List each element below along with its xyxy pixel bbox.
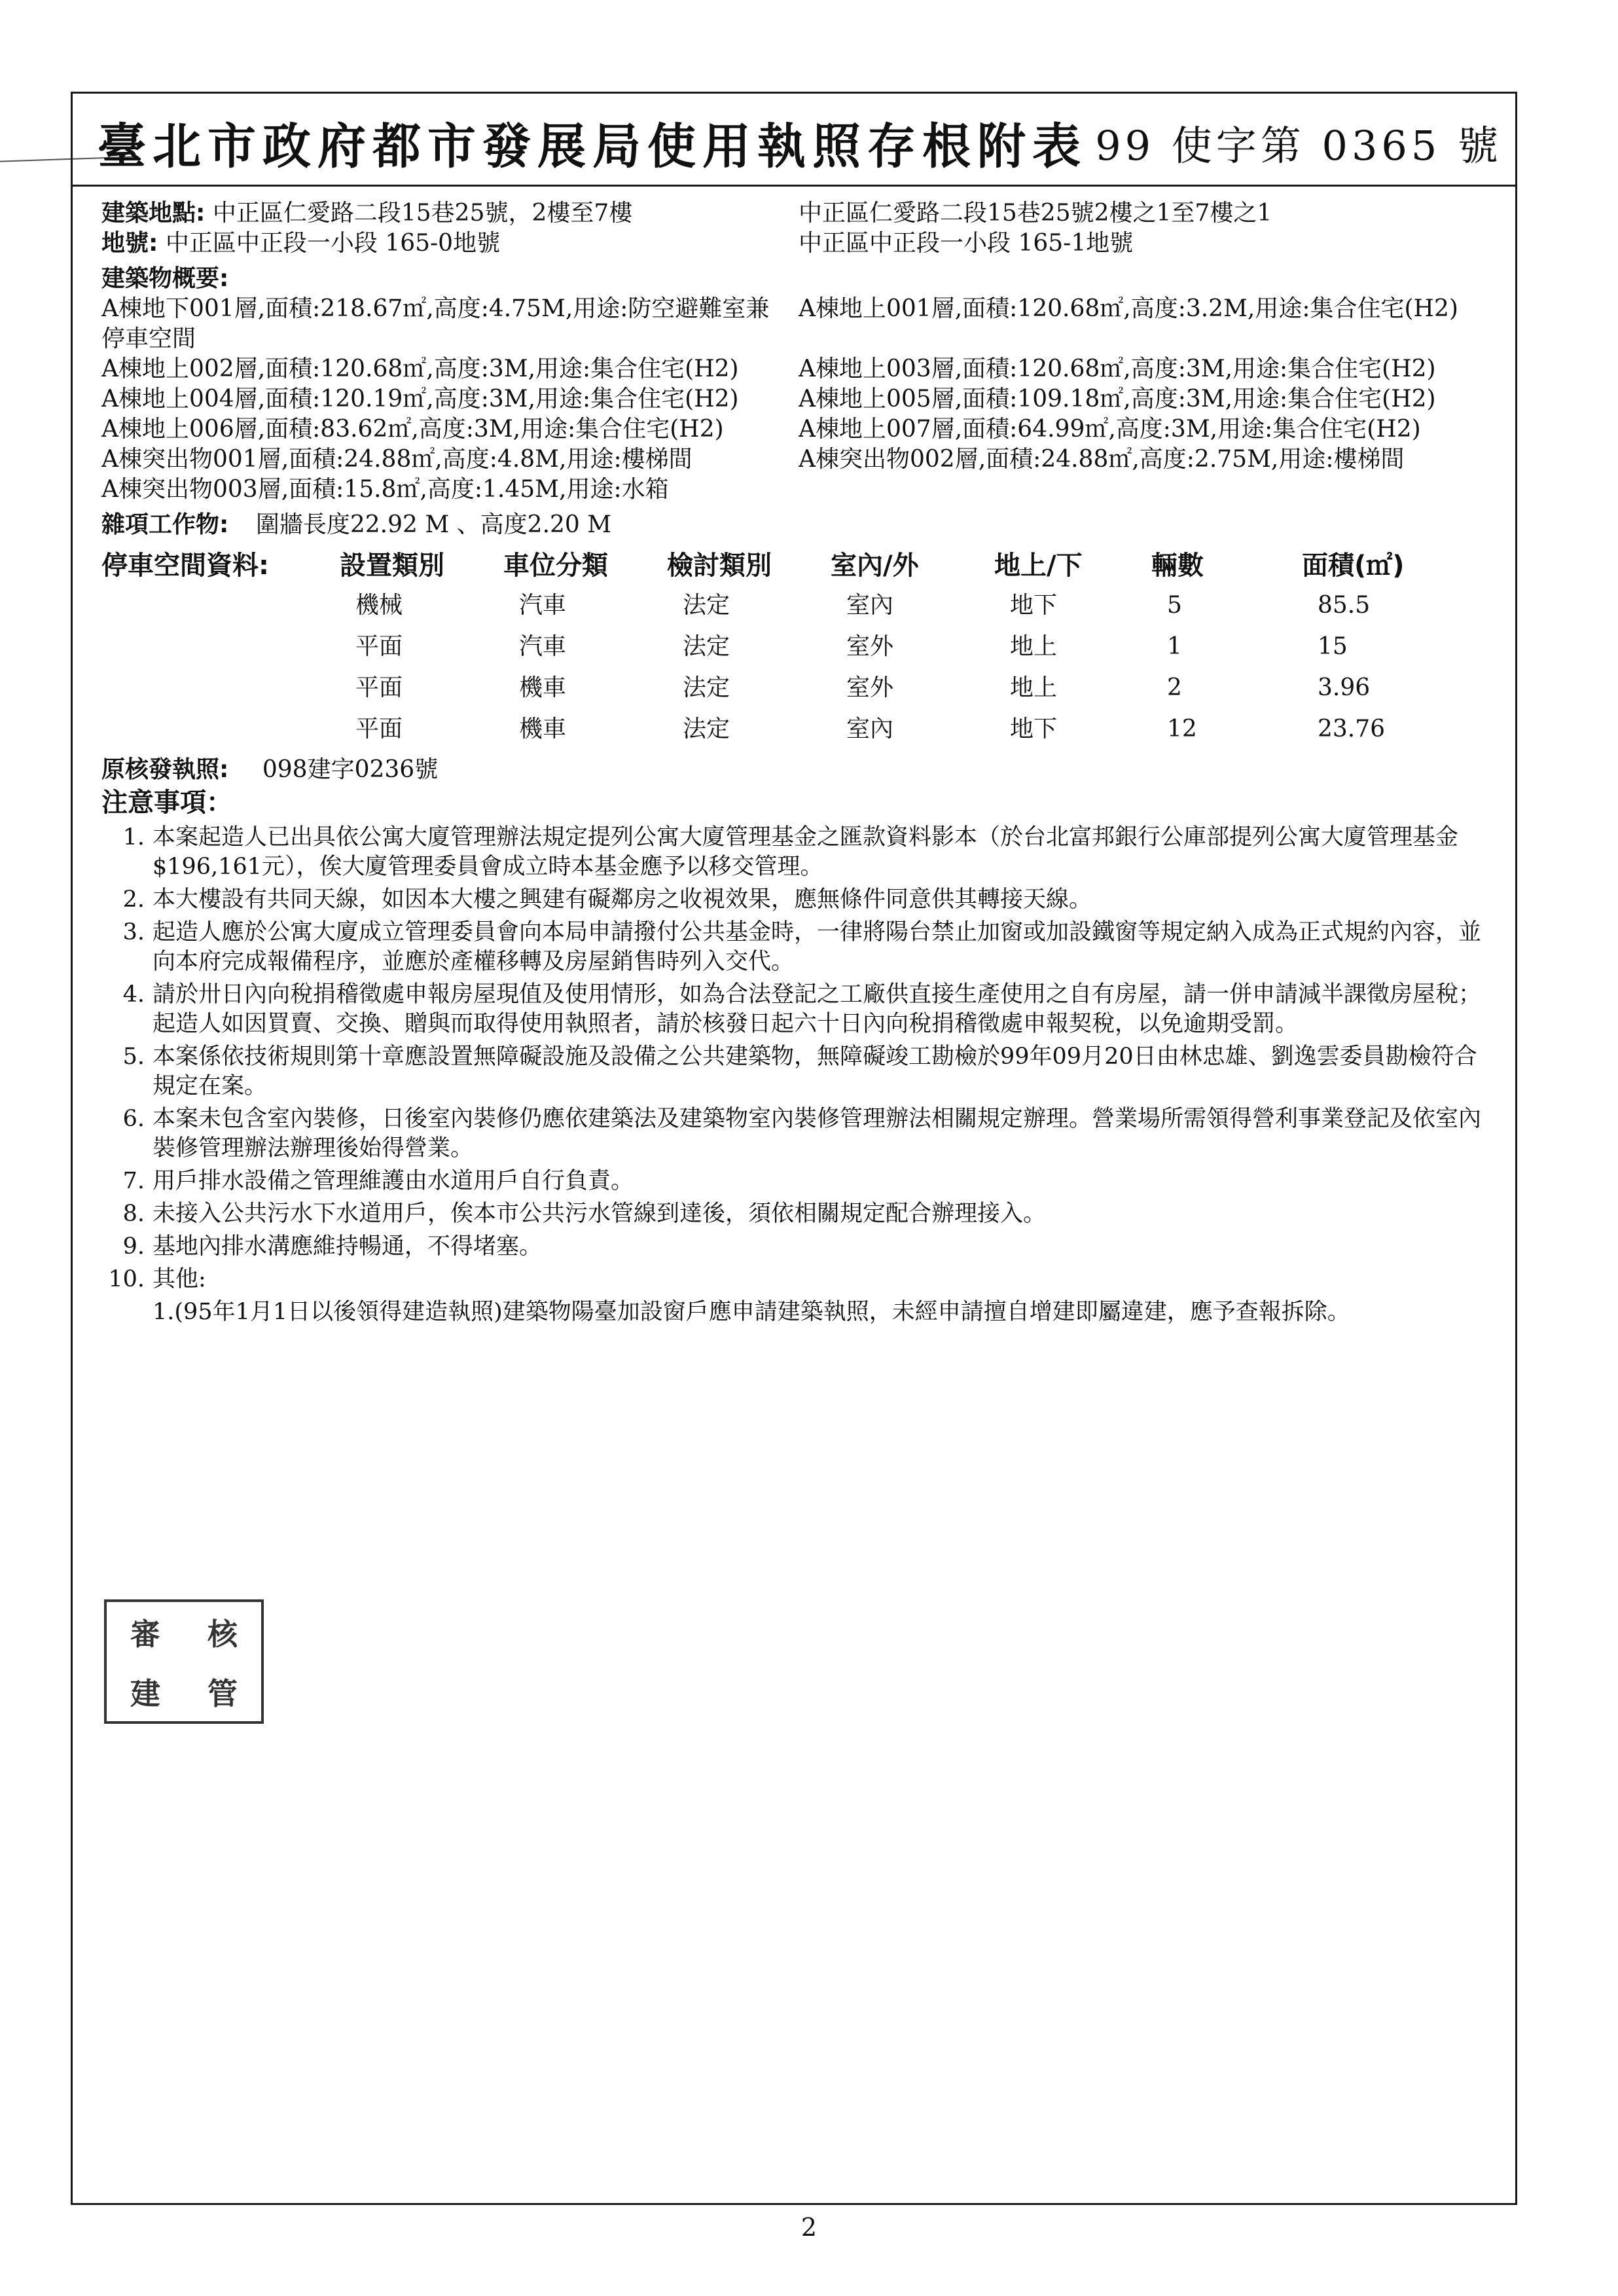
overview-line: [101, 294, 1496, 324]
parking-cell: 地下: [1010, 716, 1058, 742]
overview-line: [101, 384, 1496, 414]
overview-entry: A棟地下001層,面積:218.67㎡,高度:4.75M,用途:防空避難室兼: [101, 295, 770, 322]
notes-title: 注意事項：: [101, 788, 232, 818]
site-value-b: 中正區仁愛路二段15巷25號2樓之1至7樓之1: [799, 200, 1272, 227]
note-item: [101, 980, 1496, 1039]
parking-cell: 室內: [846, 592, 894, 619]
parking-col-header: 設置類別: [340, 551, 444, 581]
note-text: 本案係依技術規則第十章應設置無障礙設施及設備之公共建築物，無障礙竣工勘檢於99年09月20日由林忠雄、劉逸雲委員勘檢符合規定在案。: [153, 1044, 1477, 1099]
parking-cell: 機車: [519, 716, 567, 742]
note-number: 9.: [122, 1233, 145, 1260]
parking-cell: 5: [1167, 592, 1182, 619]
overview-entry: A棟地上002層,面積:120.68㎡,高度:3M,用途:集合住宅(H2): [101, 355, 739, 382]
parking-cell: 法定: [683, 592, 730, 619]
parking-cell: 汽車: [519, 633, 567, 660]
parking-cell: 85.5: [1318, 592, 1371, 619]
overview-entry: [799, 475, 1496, 505]
note-text: 未接入公共污水下水道用戶，俟本市公共污水管線到達後，須依相關規定配合辦理接入。: [153, 1201, 1047, 1227]
note-text: 其他:: [153, 1266, 206, 1292]
overview-entry: [799, 324, 1496, 354]
parking-cell: 法定: [683, 633, 730, 660]
note-text: 本案未包含室內裝修，日後室內裝修仍應依建築法及建築物室內裝修管理辦法相關規定辦理。營業場所需領得營利事業登記及依室內裝修管理辦法辦理後始得營業。: [153, 1106, 1482, 1161]
overview-line: [101, 354, 1496, 384]
parking-row: [101, 585, 1496, 626]
parking-col-header: 輛數: [1151, 551, 1204, 581]
note-text: 起造人應於公寓大廈成立管理委員會向本局申請撥付公共基金時，一律將陽台禁止加窗或加設鐵窗等規定納入成為正式規約內容，並向本府完成報備程序，並應於產權移轉及房屋銷售時列入交代。: [153, 919, 1482, 975]
parking-row-indent: [101, 708, 340, 750]
site-row: [101, 198, 1496, 228]
note-number: 5.: [122, 1044, 145, 1070]
parking-cell: 3.96: [1318, 674, 1371, 701]
overview-entry: A棟地上003層,面積:120.68㎡,高度:3M,用途:集合住宅(H2): [799, 355, 1436, 382]
seal-char: 建: [130, 1675, 160, 1711]
note-item: [101, 1232, 1496, 1262]
note-number: 7.: [122, 1168, 145, 1194]
overview-entry: A棟地上007層,面積:64.99㎡,高度:3M,用途:集合住宅(H2): [799, 416, 1421, 443]
overview-entry: A棟地上005層,面積:109.18㎡,高度:3M,用途:集合住宅(H2): [799, 386, 1436, 412]
parking-table: [101, 585, 1496, 750]
parking-cell: 室外: [846, 633, 894, 660]
note-number: [101, 1298, 153, 1327]
original-row: [101, 755, 1496, 785]
original-value: 098建字0236號: [262, 756, 439, 783]
overview-entry: A棟地上004層,面積:120.19㎡,高度:3M,用途:集合住宅(H2): [101, 386, 739, 412]
note-item: [101, 1042, 1496, 1101]
parking-cell: 1: [1167, 633, 1182, 660]
overview-entry: A棟地上006層,面積:83.62㎡,高度:3M,用途:集合住宅(H2): [101, 416, 724, 443]
parking-cell: 15: [1318, 633, 1348, 660]
overview-entry: A棟突出物002層,面積:24.88㎡,高度:2.75M,用途:樓梯間: [799, 446, 1405, 473]
original-label: 原核發執照:: [101, 756, 229, 783]
misc-row: [101, 510, 1496, 540]
overview-entry: 停車空間: [101, 325, 196, 352]
parking-cell: 地下: [1010, 592, 1058, 619]
parking-col-header: 室內/外: [831, 551, 919, 581]
parking-row: [101, 667, 1496, 708]
page-title: 臺北市政府都市發展局使用執照存根附表: [98, 118, 1087, 175]
parking-row-indent: [101, 585, 340, 626]
note-text: 基地內排水溝應維持暢通，不得堵塞。: [153, 1233, 543, 1260]
note-item: [101, 1199, 1496, 1229]
parking-cell: 法定: [683, 674, 730, 701]
overview-entry: A棟突出物003層,面積:15.8㎡,高度:1.45M,用途:水箱: [101, 476, 669, 503]
parking-cell: 法定: [683, 716, 730, 742]
overview-line: [101, 414, 1496, 445]
note-number: 6.: [122, 1106, 145, 1132]
parking-cell: 機車: [519, 674, 567, 701]
overview-lines: [101, 294, 1496, 505]
parking-cell: 地上: [1010, 674, 1058, 701]
parking-cell: 機械: [355, 592, 403, 619]
note-item: [101, 1167, 1496, 1196]
overview-entry: A棟突出物001層,面積:24.88㎡,高度:4.8M,用途:樓梯間: [101, 446, 692, 473]
notes-list: [101, 823, 1496, 1327]
lot-row: [101, 228, 1496, 259]
parking-row: [101, 626, 1496, 667]
official-seal: [104, 1599, 264, 1724]
parking-cell: 汽車: [519, 592, 567, 619]
parking-cell: 平面: [355, 674, 403, 701]
note-item: [101, 918, 1496, 977]
page-number: 2: [800, 2213, 818, 2242]
note-text: 1.(95年1月1日以後領得建造執照)建築物陽臺加設窗戶應申請建築執照，未經申請擅自增建即屬違建，應予查報拆除。: [153, 1299, 1350, 1325]
parking-cell: 12: [1167, 716, 1197, 742]
parking-col-header: 地上/下: [994, 551, 1083, 581]
parking-header: [101, 547, 1496, 585]
note-item: [101, 1265, 1496, 1294]
parking-label: 停車空間資料:: [101, 551, 269, 581]
note-number: 1.: [122, 824, 145, 850]
parking-col-header: 面積(㎡): [1302, 551, 1405, 581]
seal-char: 管: [207, 1675, 238, 1711]
title-row: [73, 94, 1515, 187]
note-text: 用戶排水設備之管理維護由水道用戶自行負責。: [153, 1168, 634, 1194]
parking-cell: 地上: [1010, 633, 1058, 660]
permit-number: 99 使字第 0365 號: [1095, 122, 1502, 170]
document-frame: [71, 92, 1517, 2205]
misc-label: 雜項工作物:: [101, 511, 229, 538]
parking-col-header: 檢討類別: [667, 551, 772, 581]
parking-row: [101, 708, 1496, 750]
note-number: 4.: [122, 981, 145, 1008]
parking-col-header: 車位分類: [503, 551, 608, 581]
note-number: 2.: [122, 886, 145, 913]
overview-entry: A棟地上001層,面積:120.68㎡,高度:3.2M,用途:集合住宅(H2): [799, 295, 1458, 322]
note-number: 8.: [122, 1201, 145, 1227]
misc-value: 圍牆長度22.92 M 、高度2.20 M: [255, 511, 612, 538]
parking-cell: 室外: [846, 674, 894, 701]
parking-cell: 平面: [355, 633, 403, 660]
note-text: 本大樓設有共同天線，如因本大樓之興建有礙鄰房之收視效果，應無條件同意供其轉接天線。: [153, 886, 1092, 913]
seal-char: 審: [130, 1616, 160, 1652]
note-text: 本案起造人已出具依公寓大廈管理辦法規定提列公寓大廈管理基金之匯款資料影本（於台北富邦銀行公庫部提列公寓大廈管理基金$196,161元），俟大廈管理委員會成立時本基金應予以移交管理。: [153, 824, 1459, 880]
overview-line: [101, 445, 1496, 475]
lot-value-a: 中正區中正段一小段 165-0地號: [165, 230, 501, 257]
note-number: 10.: [108, 1266, 145, 1292]
note-item: [101, 823, 1496, 882]
site-value-a: 中正區仁愛路二段15巷25號，2樓至7樓: [212, 200, 633, 227]
parking-cell: 23.76: [1318, 716, 1386, 742]
note-text: 請於卅日內向稅捐稽徵處申報房屋現值及使用情形，如為合法登記之工廠供直接生產使用之自有房屋，請一併申請減半課徵房屋稅；起造人如因買賣、交換、贈與而取得使用執照者，請於核發日起六十日內向稅捐稽徵處申報契稅，以免逾期受罰。: [153, 981, 1482, 1037]
lot-label: 地號:: [101, 230, 158, 257]
lot-value-b: 中正區中正段一小段 165-1地號: [799, 230, 1134, 257]
note-item: [101, 1104, 1496, 1163]
note-number: 3.: [122, 919, 145, 945]
parking-row-indent: [101, 626, 340, 667]
note-item: [101, 1298, 1496, 1327]
overview-line: [101, 324, 1496, 354]
site-label: 建築地點:: [101, 200, 206, 227]
parking-cell: 平面: [355, 716, 403, 742]
seal-char: 核: [207, 1616, 238, 1652]
overview-label: 建築物概要:: [101, 265, 229, 292]
parking-row-indent: [101, 667, 340, 708]
overview-line: [101, 475, 1496, 505]
document-body: [101, 198, 1496, 1330]
parking-cell: 室內: [846, 716, 894, 742]
note-item: [101, 885, 1496, 915]
parking-cell: 2: [1167, 674, 1182, 701]
